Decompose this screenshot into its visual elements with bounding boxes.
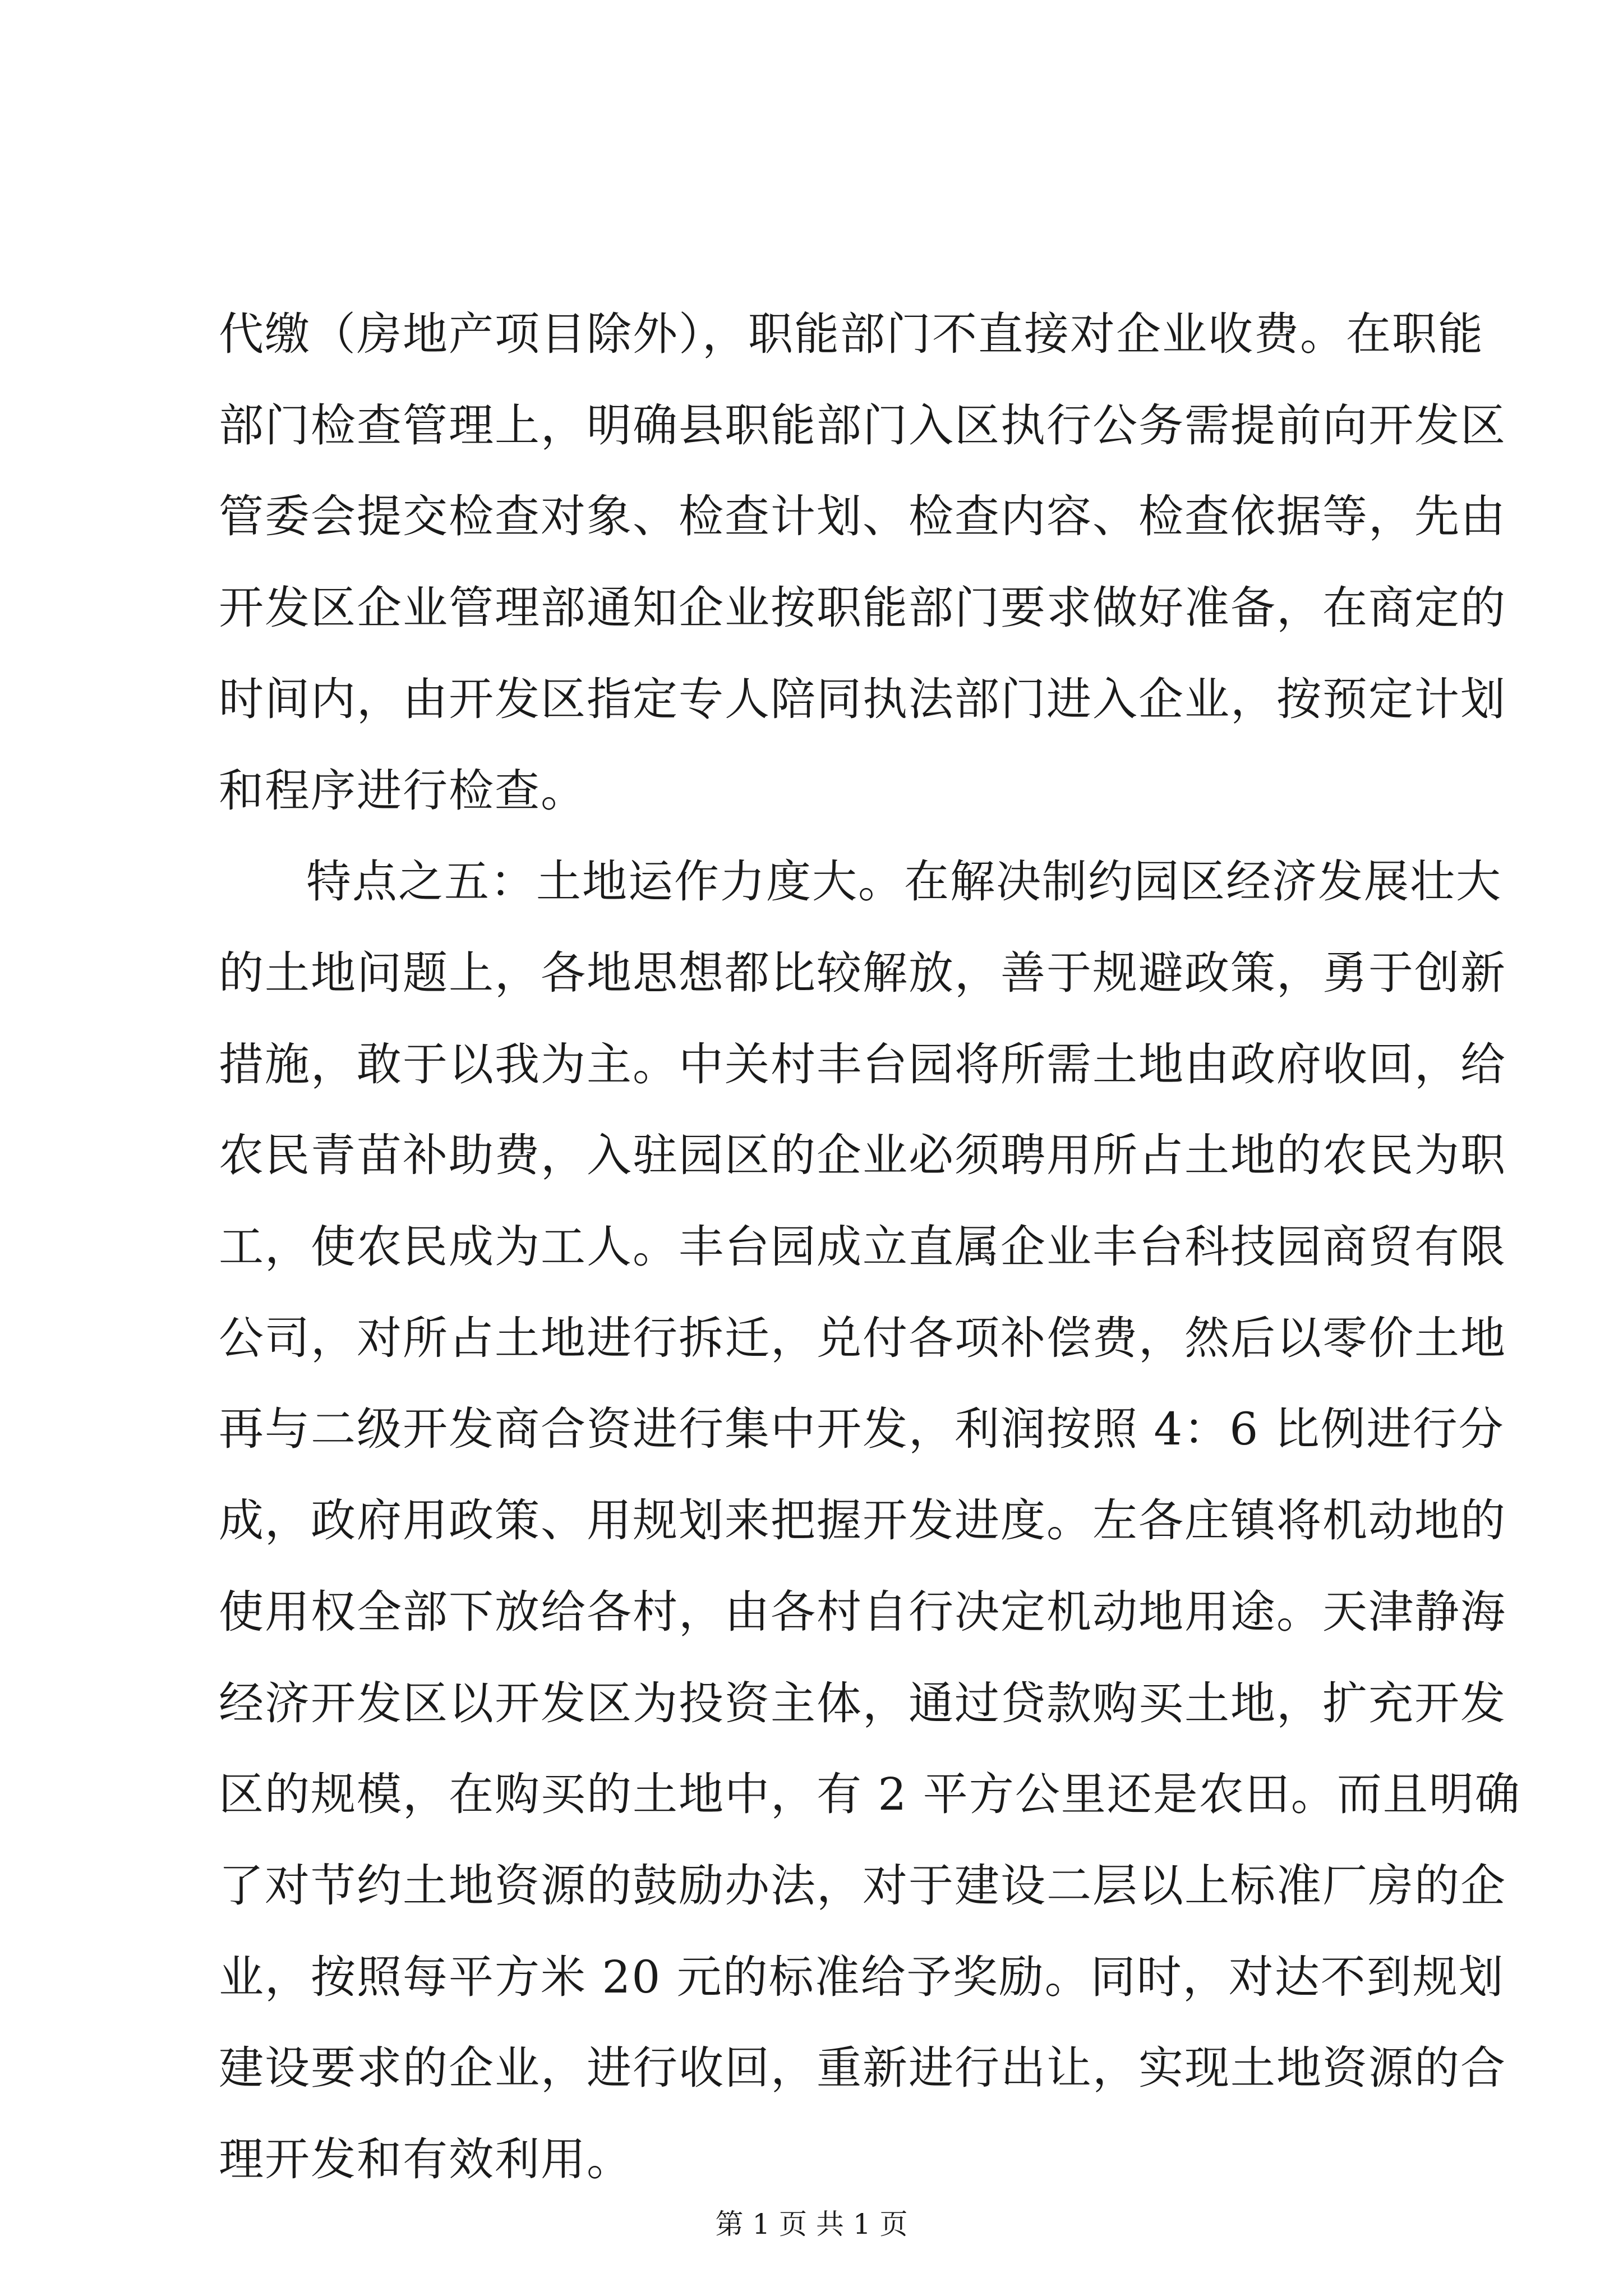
paragraph-line: 建设要求的企业，进行收回，重新进行出让，实现土地资源的合 — [219, 2042, 1506, 2094]
paragraph-line: 代缴（房地产项目除外），职能部门不直接对企业收费。在职能 — [219, 308, 1484, 360]
paragraph-line: 的土地问题上，各地思想都比较解放，善于规避政策，勇于创新 — [219, 947, 1506, 999]
paragraph-line: 了对节约土地资源的鼓励办法，对于建设二层以上标准厂房的企 — [219, 1860, 1506, 1912]
paragraph-line: 成，政府用政策、用规划来把握开发进度。左各庄镇将机动地的 — [219, 1494, 1506, 1547]
paragraph-line: 管委会提交检查对象、检查计划、检查内容、检查依据等，先由 — [219, 490, 1506, 542]
paragraph-line: 部门检查管理上，明确县职能部门入区执行公务需提前向开发区 — [219, 399, 1506, 452]
paragraph-line: 使用权全部下放给各村，由各村自行决定机动地用途。天津静海 — [219, 1586, 1506, 1638]
paragraph-line: 开发区企业管理部通知企业按职能部门要求做好准备，在商定的 — [219, 582, 1506, 634]
paragraph-line: 特点之五：土地运作力度大。在解决制约园区经济发展壮大 — [306, 855, 1502, 908]
paragraph-line: 再与二级开发商合资进行集中开发，利润按照 4：6 比例进行分 — [219, 1403, 1505, 1455]
paragraph-line: 公司，对所占土地进行拆迁，兑付各项补偿费，然后以零价土地 — [219, 1312, 1506, 1364]
paragraph-line: 工，使农民成为工人。丰台园成立直属企业丰台科技园商贸有限 — [219, 1221, 1506, 1273]
paragraph-line: 农民青苗补助费，入驻园区的企业必须聘用所占土地的农民为职 — [219, 1129, 1506, 1181]
paragraph-line: 措施，敢于以我为主。中关村丰台园将所需土地由政府收回，给 — [219, 1038, 1506, 1091]
paragraph-line: 区的规模，在购买的土地中，有 2 平方公里还是农田。而且明确 — [219, 1768, 1521, 1820]
paragraph-line: 和程序进行检查。 — [219, 765, 587, 817]
paragraph-line: 经济开发区以开发区为投资主体，通过贷款购买土地，扩充开发 — [219, 1677, 1506, 1729]
page-number-footer: 第 1 页 共 1 页 — [715, 2208, 908, 2240]
paragraph-line: 业，按照每平方米 20 元的标准给予奖励。同时，对达不到规划 — [219, 1951, 1505, 2003]
paragraph-line: 时间内，由开发区指定专人陪同执法部门进入企业，按预定计划 — [219, 673, 1506, 725]
paragraph-line: 理开发和有效利用。 — [219, 2133, 633, 2185]
